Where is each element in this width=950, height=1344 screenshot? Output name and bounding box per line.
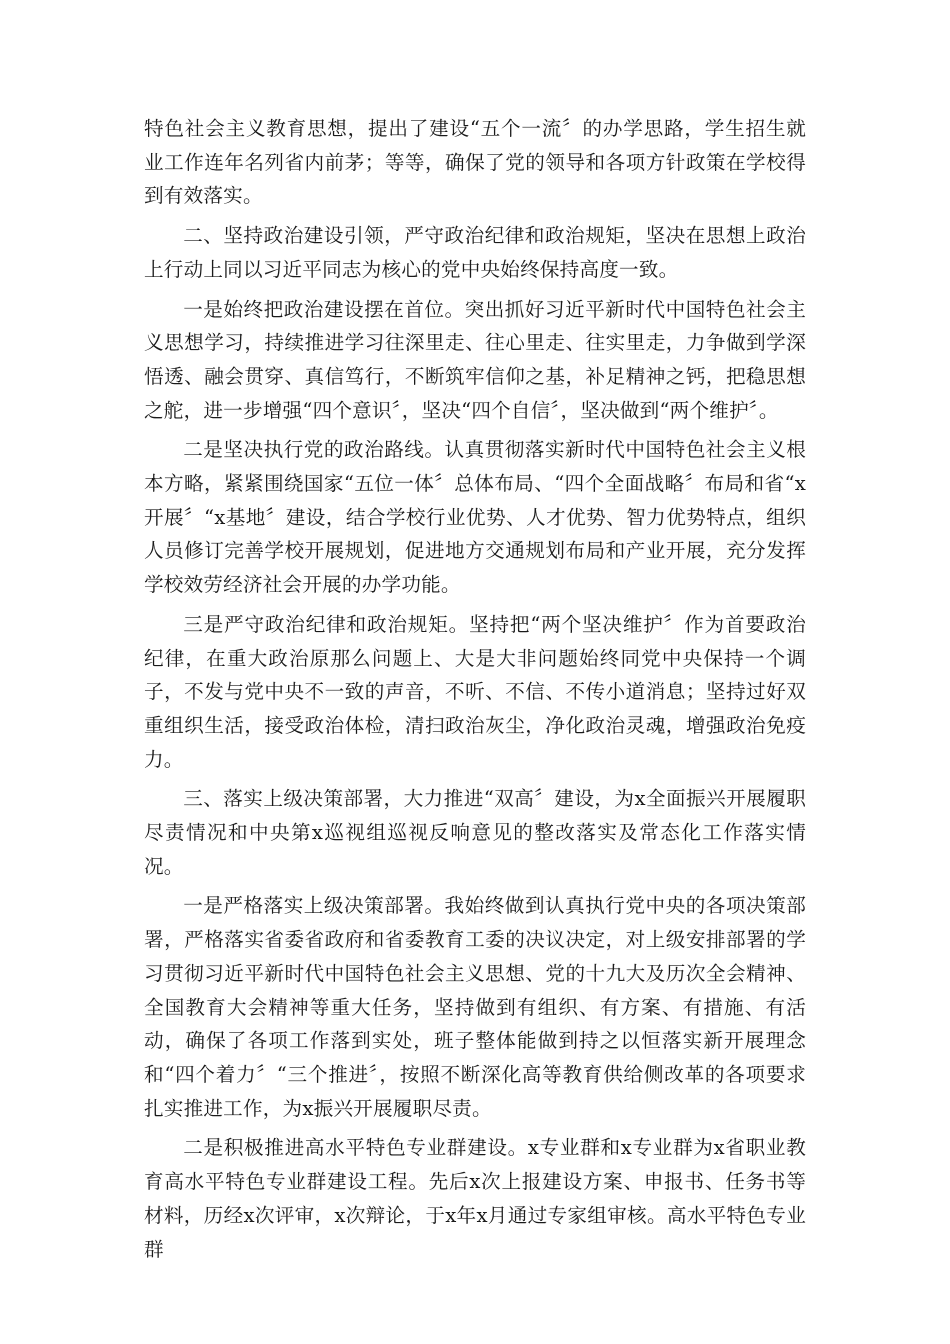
- document-body: [144, 112, 806, 1266]
- paragraph-political-line: 二是坚决执行党的政治路线。认真贯彻落实新时代中国特色社会主义根本方略，紧紧围绕国家“五位一体〞总体布局、“四个全面战略〞布局和省“x开展〞“x基地〞建设，结合学校行业优势、人才优势、智力优势特点，组织人员修订完善学校开展规划，促进地方交通规划布局和产业开展，充分发挥学校效劳经济社会开展的办学功能。: [144, 438, 806, 597]
- section-heading-two: 二、坚持政治建设引领，严守政治纪律和政治规矩，坚决在思想上政治上行动上同以习近平同志为核心的党中央始终保持高度一致。: [144, 224, 806, 281]
- paragraph-continuation: 特色社会主义教育思想，提出了建设“五个一流〞的办学思路，学生招生就业工作连年名列省内前茅；等等，确保了党的领导和各项方针政策在学校得到有效落实。: [144, 117, 806, 208]
- section-heading-three: 三、落实上级决策部署，大力推进“双高〞建设，为x全面振兴开展履职尽责情况和中央第x巡视组巡视反响意见的整改落实及常态化工作落实情况。: [144, 787, 806, 878]
- paragraph-political-priority: 一是始终把政治建设摆在首位。突出抓好习近平新时代中国特色社会主义思想学习，持续推进学习往深里走、往心里走、往实里走，力争做到学深悟透、融会贯穿、真信笃行，不断筑牢信仰之基，补足精神之钙，把稳思想之舵，进一步增强“四个意识〞，坚决“四个自信〞，坚决做到“两个维护〞。: [144, 297, 806, 422]
- paragraph-specialty-group: 二是积极推进高水平特色专业群建设。x专业群和x专业群为x省职业教育高水平特色专业群建设工程。先后x次上报建设方案、申报书、任务书等材料，历经x次评审，x次辩论，于x年x月通过专家组审核。高水平特色专业群: [144, 1136, 806, 1261]
- paragraph-decision-implementation: 一是严格落实上级决策部署。我始终做到认真执行党中央的各项决策部署，严格落实省委省政府和省委教育工委的决议决定，对上级安排部署的学习贯彻习近平新时代中国特色社会主义思想、党的十九大及历次全会精神、全国教育大会精神等重大任务，坚持做到有组织、有方案、有措施、有活动，确保了各项工作落到实处，班子整体能做到持之以恒落实新开展理念和“四个着力〞“三个推进〞，按照不断深化高等教育供给侧改革的各项要求扎实推进工作，为x振兴开展履职尽责。: [144, 894, 806, 1120]
- paragraph-political-discipline: 三是严守政治纪律和政治规矩。坚持把“两个坚决维护〞作为首要政治纪律，在重大政治原那么问题上、大是大非问题始终同党中央保持一个调子，不发与党中央不一致的声音，不听、不信、不传小道消息；坚持过好双重组织生活，接受政治体检，清扫政治灰尘，净化政治灵魂，增强政治免疫力。: [144, 612, 806, 771]
